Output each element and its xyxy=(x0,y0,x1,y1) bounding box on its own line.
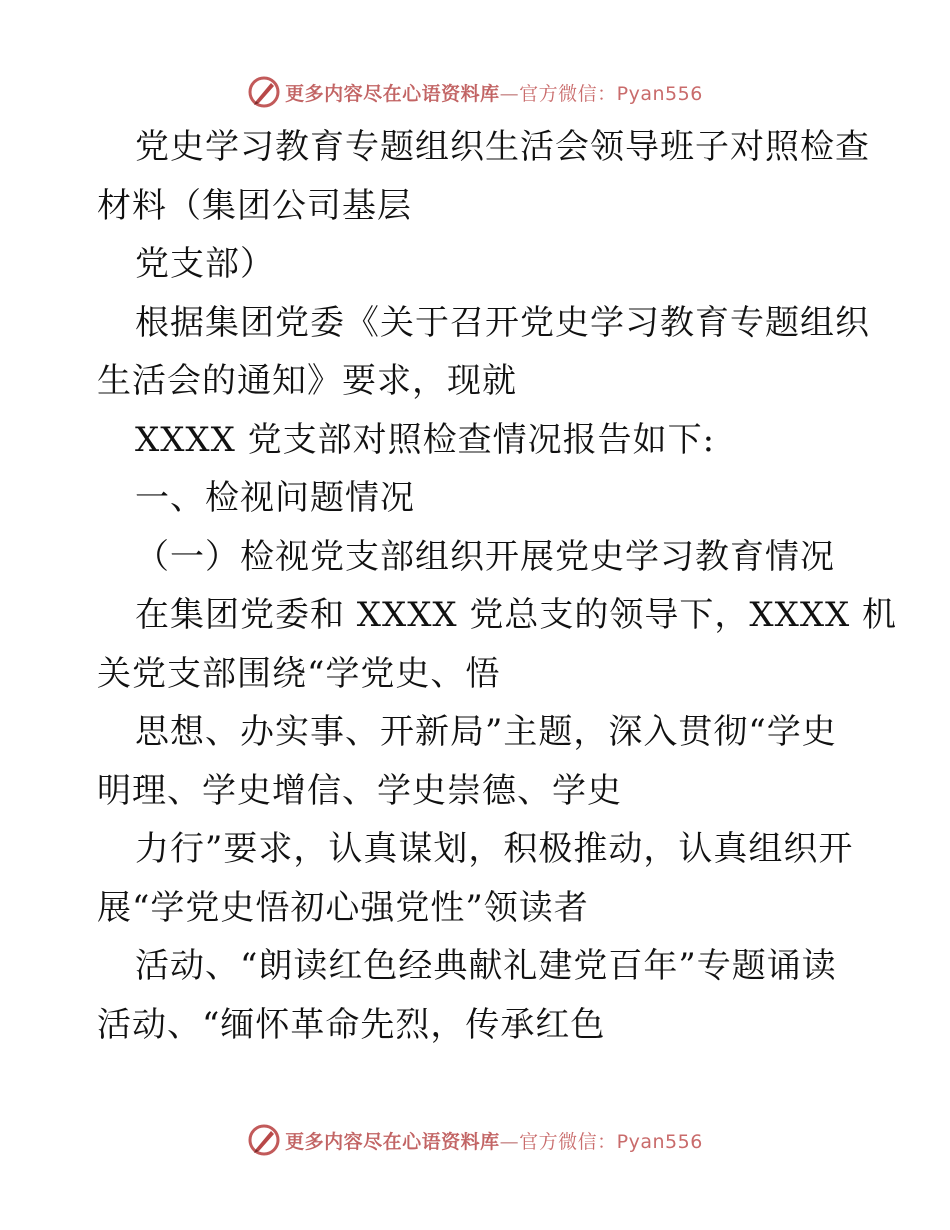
watermark-text xyxy=(285,79,703,106)
document-line: 活动、“朗读红色经典献礼建党百年”专题诵读 xyxy=(135,946,837,986)
watermark-footer xyxy=(0,1120,950,1160)
document-line: 党史学习教育专题组织生活会领导班子对照检查 xyxy=(135,127,870,167)
document-body xyxy=(97,118,898,1054)
document-line: 明理、学史增信、学史崇德、学史 xyxy=(97,770,622,811)
document-line: 党支部） xyxy=(135,244,275,284)
document-line: 思想、办实事、开新局”主题，深入贯彻“学史 xyxy=(135,712,837,752)
watermark-header xyxy=(0,72,950,112)
document-line: 活动、“缅怀革命先烈，传承红色 xyxy=(97,1004,606,1045)
watermark-account-text: 官方微信：Pyan556 xyxy=(519,1130,703,1153)
subsection-heading: （一）检视党支部组织开展党史学习教育情况 xyxy=(135,536,835,577)
document-line: 展“学党史悟初心强党性”领读者 xyxy=(97,887,589,928)
watermark-main-text: 更多内容尽在心语资料库 xyxy=(285,82,500,105)
watermark-dash: — xyxy=(499,1130,520,1153)
document-line: 力行”要求，认真谋划，积极推动，认真组织开 xyxy=(135,829,854,869)
pen-logo-icon xyxy=(247,1123,281,1157)
watermark-account-text: 官方微信：Pyan556 xyxy=(519,82,703,105)
pen-logo-icon xyxy=(247,75,281,109)
watermark-dash: — xyxy=(499,82,520,105)
document-line: 生活会的通知》要求，现就 xyxy=(97,361,517,401)
watermark-text xyxy=(285,1127,703,1154)
section-heading: 一、检视问题情况 xyxy=(135,478,415,518)
document-line: 在集团党委和 XXXX 党总支的领导下，XXXX 机 xyxy=(135,595,898,635)
document-line: 关党支部围绕“学党史、悟 xyxy=(97,653,501,694)
document-line: 材料（集团公司基层 xyxy=(97,185,412,226)
watermark-main-text: 更多内容尽在心语资料库 xyxy=(285,1130,500,1153)
document-line: 根据集团党委《关于召开党史学习教育专题组织 xyxy=(135,302,870,343)
document-line: XXXX 党支部对照检查情况报告如下: xyxy=(135,419,716,460)
